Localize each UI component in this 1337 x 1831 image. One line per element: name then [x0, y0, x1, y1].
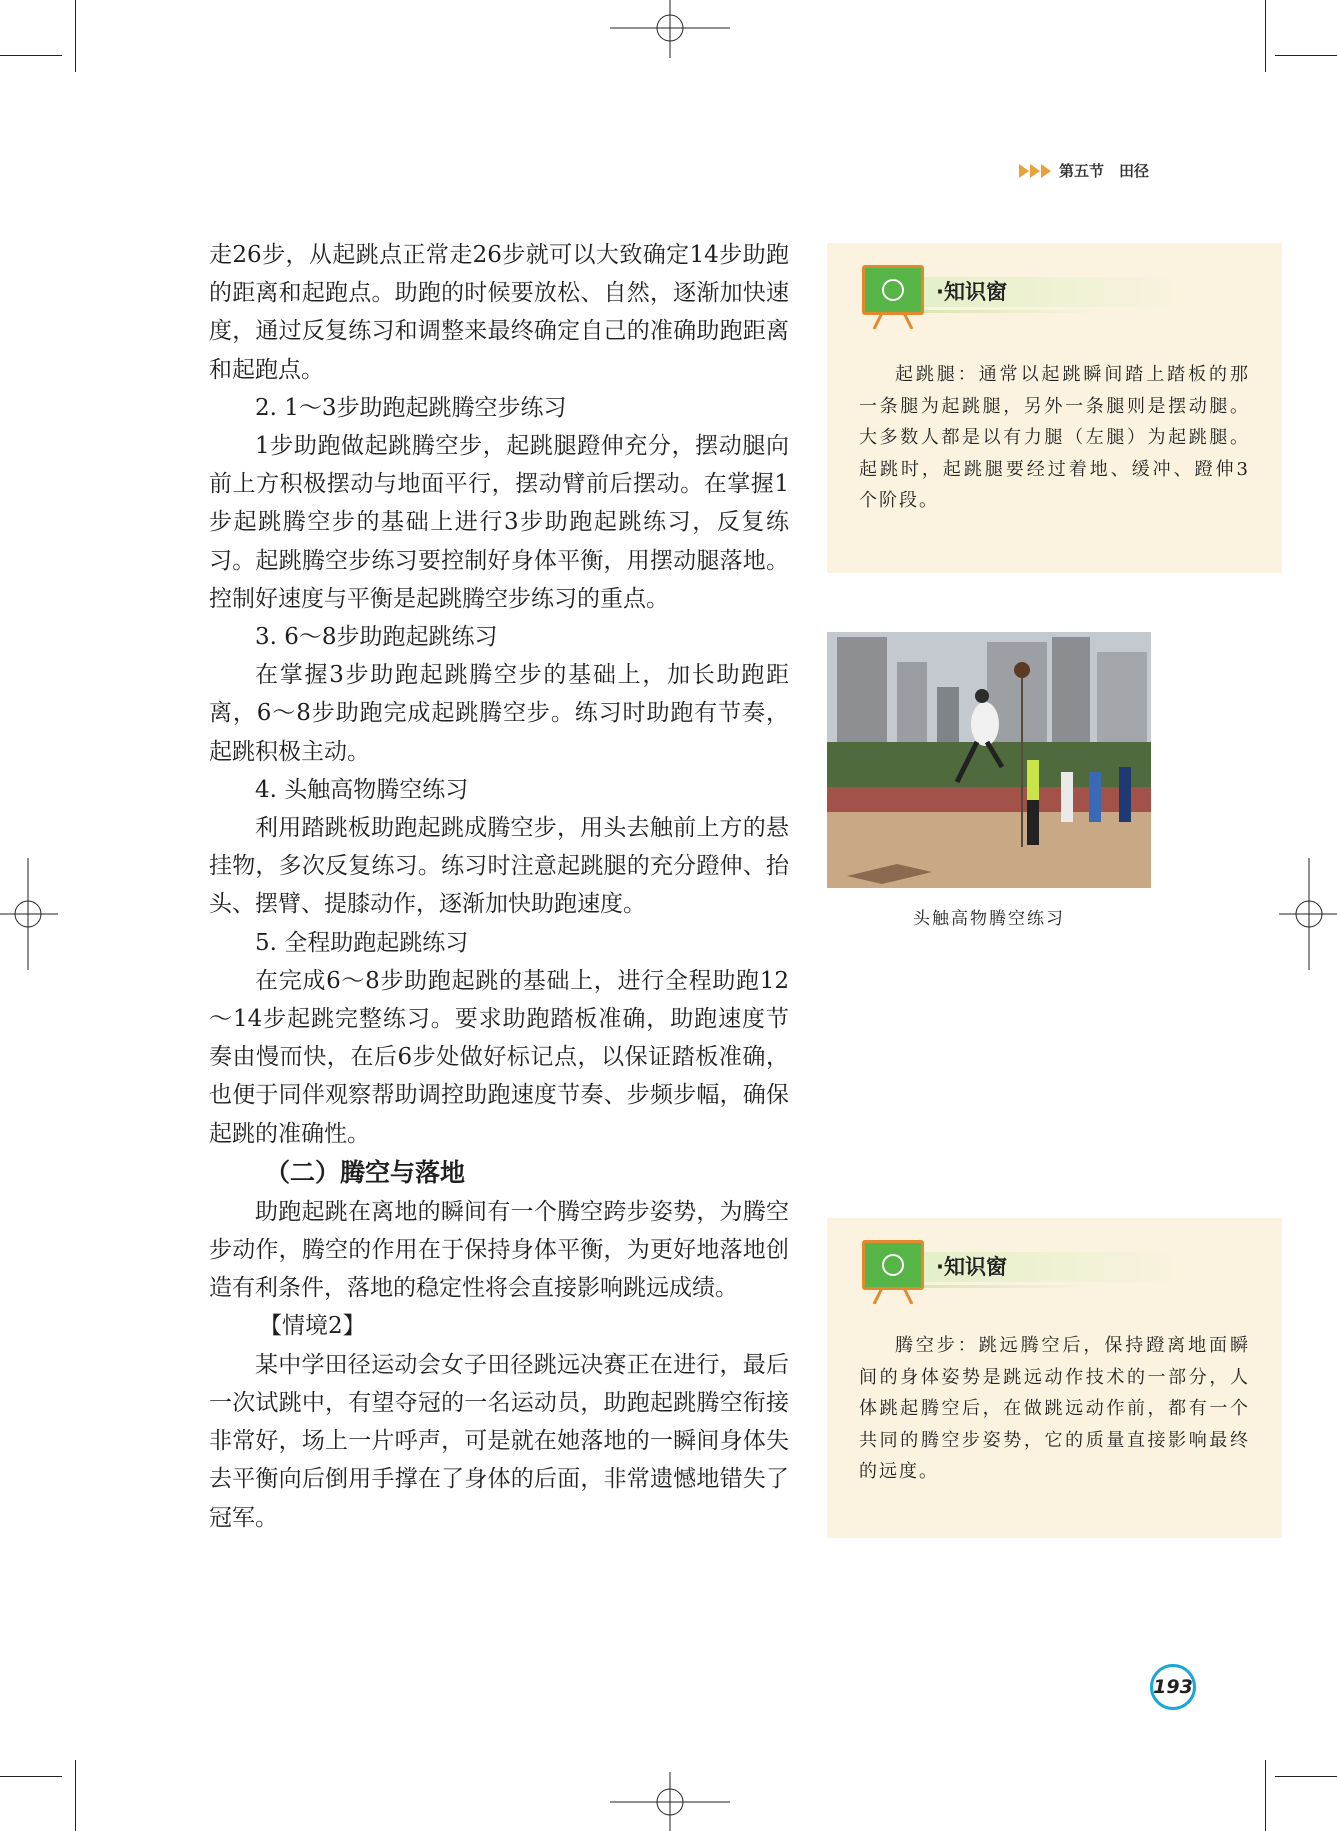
crop-mark [0, 55, 62, 56]
easel-legs-icon [872, 313, 914, 329]
registration-mark-left [0, 858, 58, 970]
crop-mark [75, 1760, 76, 1831]
subsection-heading: 5. 全程助跑起跳练习 [255, 929, 469, 956]
body-paragraph: 在完成6～8步助跑起跳的基础上，进行全程助跑12～14步起跳完整练习。要求助跑踏板准确，助跑速度节奏由慢而快，在后6步处做好标记点，以保证踏板准确，也便于同伴观察帮助调控助跑速度节奏、步频步幅，确保起跳的准确性。 [209, 967, 789, 1147]
crop-mark [1265, 0, 1266, 72]
knowledge-box-header [862, 1240, 1212, 1302]
section-title: 第五节 田径 [1058, 162, 1149, 180]
registration-mark-top [610, 0, 730, 58]
crop-mark [0, 1776, 62, 1777]
photo-caption: 头触高物腾空练习 [913, 909, 1065, 929]
knowledge-box-title: ·知识窗 [936, 280, 1007, 304]
body-paragraph: 在掌握3步助跑起跳腾空步的基础上，加长助跑距离，6～8步助跑完成起跳腾空步。练习时助跑有节奏，起跳积极主动。 [209, 662, 789, 765]
subsection-heading: 3. 6～8步助跑起跳练习 [255, 624, 498, 651]
knowledge-box-paragraph: 起跳腿：通常以起跳瞬间踏上踏板的那一条腿为起跳腿，另外一条腿则是摆动腿。大多数人都是以有力腿（左腿）为起跳腿。起跳时，起跳腿要经过着地、缓冲、蹬伸3个阶段。 [859, 364, 1250, 511]
lightbulb-icon [882, 1254, 904, 1276]
body-paragraph: 走26步，从起跳点正常走26步就可以大致确定14步助跑的距离和起跑点。助跑的时候要放松、自然，逐渐加快速度，通过反复练习和调整来最终确定自己的准确助跑距离和起跑点。 [209, 242, 789, 383]
long-jump-photo [827, 632, 1151, 888]
knowledge-box-text [859, 359, 1250, 517]
registration-mark-bottom [610, 1772, 730, 1831]
registration-mark-right [1279, 858, 1337, 970]
body-paragraph: 【情境2】 [259, 1313, 366, 1340]
body-paragraph: 利用踏跳板助跑起跳成腾空步，用头去触前上方的悬挂物，多次反复练习。练习时注意起跳腿的充分蹬伸、抬头、摆臂、提膝动作，逐渐加快助跑速度。 [209, 815, 789, 918]
running-header [1019, 160, 1149, 181]
subsection-heading: 4. 头触高物腾空练习 [255, 776, 469, 803]
body-paragraph: 1步助跑做起跳腾空步，起跳腿蹬伸充分，摆动腿向前上方积极摆动与地面平行，摆动臂前后摆动。在掌握1步起跳腾空步的基础上进行3步助跑起跳练习，反复练习。起跳腾空步练习要控制好身体平衡，用摆动腿落地。控制好速度与平衡是起跳腾空步练习的重点。 [209, 433, 789, 612]
lightbulb-icon [882, 279, 904, 301]
section-heading: （二）腾空与落地 [265, 1157, 466, 1187]
main-text-column [209, 236, 789, 1537]
knowledge-box-text [859, 1330, 1250, 1488]
crop-mark [1265, 1760, 1266, 1831]
body-paragraph: 某中学田径运动会女子田径跳远决赛正在进行，最后一次试跳中，有望夺冠的一名运动员，助跑起跳腾空衔接非常好，场上一片呼声，可是就在她落地的一瞬间身体失去平衡向后倒用手撑在了身体的后面，非常遗憾地错失了冠军。 [209, 1351, 789, 1531]
knowledge-box [827, 1218, 1282, 1538]
knowledge-box-header [862, 265, 1212, 327]
chalkboard-icon [862, 1240, 924, 1290]
subsection-heading: 2. 1～3步助跑起跳腾空步练习 [255, 394, 567, 421]
body-paragraph: 助跑起跳在离地的瞬间有一个腾空跨步姿势，为腾空步动作，腾空的作用在于保持身体平衡，为更好地落地创造有利条件，落地的稳定性将会直接影响跳远成绩。 [209, 1198, 789, 1302]
crop-mark [1275, 55, 1337, 56]
crop-mark [1275, 1776, 1337, 1777]
chalkboard-icon [862, 265, 924, 315]
easel-legs-icon [872, 1288, 914, 1304]
page-number: 193 [1150, 1664, 1196, 1710]
knowledge-box-title: ·知识窗 [936, 1255, 1007, 1279]
knowledge-box [827, 243, 1282, 573]
knowledge-box-paragraph: 腾空步：跳远腾空后，保持蹬离地面瞬间的身体姿势是跳远动作技术的一部分，人体跳起腾空后，在做跳远动作前，都有一个共同的腾空步姿势，它的质量直接影响最终的远度。 [859, 1335, 1250, 1482]
triple-arrow-icon [1019, 164, 1051, 178]
crop-mark [75, 0, 76, 72]
